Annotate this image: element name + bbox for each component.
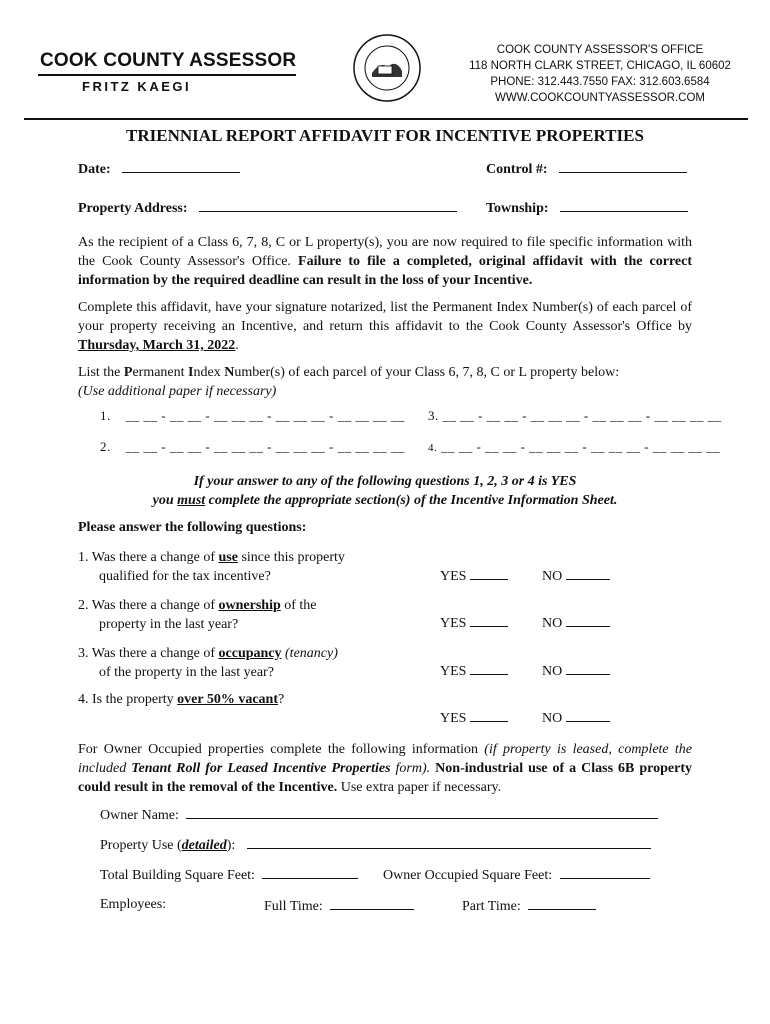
pin-mask[interactable]: __ __ - __ __ - __ __ __ - __ __ __ - __ __ __ __: [125, 408, 405, 423]
pin-mask[interactable]: __ __ - __ __ - __ __ __ - __ __ __ - __ __ __ __: [442, 408, 722, 423]
owner-text: For Owner Occupied properties complete the following information: [78, 742, 479, 757]
pin-number: 2.: [100, 439, 111, 454]
brand-subtitle: FRITZ KAEGI: [82, 79, 192, 94]
pin-text-d: umber(s) of each parcel of your Class 6, 7, 8, C or L property below:: [234, 365, 620, 380]
notice-line-1: If your answer to any of the following questions 1, 2, 3 or 4 is YES: [193, 474, 577, 489]
office-name: COOK COUNTY ASSESSOR'S OFFICE: [496, 44, 704, 56]
yes-label: YES: [440, 569, 467, 584]
total-square-feet-input[interactable]: [262, 866, 358, 879]
owner-note: (if property is leased, complete the included: [78, 742, 693, 776]
date-field: [78, 160, 240, 178]
form-title: TRIENNIAL REPORT AFFIDAVIT FOR INCENTIVE PROPERTIES: [126, 126, 644, 145]
township-field: [486, 199, 688, 217]
owner-occupied-square-feet-input[interactable]: [560, 866, 650, 879]
pin-mask[interactable]: __ __ - __ __ - __ __ __ - __ __ __ - __ __ __ __: [441, 439, 721, 454]
question-keyword: over 50% vacant: [177, 692, 278, 707]
property-use-label-end: ):: [226, 838, 236, 853]
question-number: 2.: [78, 598, 89, 613]
pin-number: 4.: [428, 442, 438, 454]
q4-no[interactable]: [542, 709, 610, 727]
question-keyword: ownership: [218, 598, 281, 613]
part-time-label: Part Time:: [462, 899, 521, 914]
no-label: NO: [542, 664, 563, 679]
deadline-date: Thursday, March 31, 2022: [78, 338, 236, 353]
q3-yes[interactable]: [440, 662, 508, 680]
pin-text-b: ermanent: [132, 365, 189, 380]
q1-no-blank[interactable]: [566, 567, 610, 580]
township-label: Township:: [486, 201, 549, 216]
question-keyword: occupancy: [218, 646, 282, 661]
office-website[interactable]: WWW.COOKCOUNTYASSESSOR.COM: [495, 92, 705, 104]
owner-note-end: form).: [395, 761, 431, 776]
pin-entry-3[interactable]: [428, 408, 722, 424]
question-4: [78, 690, 398, 709]
property-address-input[interactable]: [199, 199, 457, 212]
brand-name: COOK COUNTY ASSESSOR: [40, 50, 297, 71]
property-address-field: [78, 199, 457, 217]
question-line-2: qualified for the tax incentive?: [99, 569, 271, 584]
intro-paragraph-2: [78, 298, 692, 355]
notice-must: must: [177, 493, 206, 508]
question-keyword: use: [218, 550, 238, 565]
intro-paragraph-1: [78, 233, 692, 290]
notice-you: you: [152, 493, 178, 508]
pin-text-i: I: [188, 365, 194, 380]
office-info: [450, 42, 750, 106]
full-time-label: Full Time:: [264, 899, 323, 914]
instructions-text: Complete this affidavit, have your signature notarized, list the Permanent Index Number(s) of each parcel of your property receiving an Incentive, and return this affidavit to the Cook County Assessor's Office by: [78, 300, 692, 334]
q3-no[interactable]: [542, 662, 610, 680]
property-address-label: Property Address:: [78, 201, 188, 216]
date-label: Date:: [78, 162, 111, 177]
notice-rest: complete the appropriate section(s) of the Incentive Information Sheet.: [205, 493, 618, 508]
owner-name-input[interactable]: [186, 806, 658, 819]
extra-paper-note: Use extra paper if necessary.: [340, 780, 502, 795]
question-3: [78, 644, 398, 682]
q2-no-blank[interactable]: [566, 614, 610, 627]
period: .: [235, 338, 239, 353]
owner-name-label: Owner Name:: [100, 808, 179, 823]
pin-note: (Use additional paper if necessary): [78, 384, 277, 399]
q2-no[interactable]: [542, 614, 610, 632]
tenant-roll-form-name: Tenant Roll for Leased Incentive Properties: [131, 761, 391, 776]
question-2: [78, 596, 398, 634]
property-use-keyword: detailed: [181, 838, 227, 853]
question-line-2: property in the last year?: [99, 617, 239, 632]
questions-heading: Please answer the following questions:: [78, 520, 307, 535]
class-6b-warning: Non-industrial use of a Class 6B property could result in the removal of the Incentive.: [78, 761, 693, 795]
full-time-field: [264, 897, 414, 915]
q4-yes[interactable]: [440, 709, 508, 727]
question-number: 3.: [78, 646, 89, 661]
q1-yes-blank[interactable]: [470, 567, 508, 580]
yes-label: YES: [440, 664, 467, 679]
no-label: NO: [542, 711, 563, 726]
no-label: NO: [542, 569, 563, 584]
total-square-feet-label: Total Building Square Feet:: [100, 868, 255, 883]
pin-instructions: [78, 363, 692, 401]
pin-entry-2[interactable]: [100, 439, 405, 455]
township-input[interactable]: [560, 199, 688, 212]
header-divider: [24, 118, 748, 120]
question-text: Is the property: [92, 692, 178, 707]
pin-number: 1.: [100, 408, 111, 423]
q3-no-blank[interactable]: [566, 662, 610, 675]
pin-text-a: List the: [78, 365, 124, 380]
pin-entry-4[interactable]: [428, 439, 720, 455]
q1-yes[interactable]: [440, 567, 508, 585]
owner-occupied-square-feet-field: [383, 866, 650, 884]
q2-yes-blank[interactable]: [470, 614, 508, 627]
yes-label: YES: [440, 616, 467, 631]
full-time-input[interactable]: [330, 897, 414, 910]
question-number: 1.: [78, 550, 89, 565]
yes-label: YES: [440, 711, 467, 726]
question-text: Was there a change of: [91, 646, 219, 661]
question-text-end: since this property: [237, 550, 345, 565]
property-use-input[interactable]: [247, 836, 651, 849]
part-time-field: [462, 897, 596, 915]
q3-yes-blank[interactable]: [470, 662, 508, 675]
question-number: 4.: [78, 692, 89, 707]
question-text-end: of the: [280, 598, 317, 613]
question-note: (tenancy): [285, 646, 338, 661]
pin-instructions-line: [78, 363, 692, 382]
office-address: 118 NORTH CLARK STREET, CHICAGO, IL 60602: [469, 60, 731, 72]
question-text: Was there a change of: [91, 598, 219, 613]
question-text: Was there a change of: [91, 550, 219, 565]
owner-occupied-square-feet-label: Owner Occupied Square Feet:: [383, 868, 553, 883]
q2-yes[interactable]: [440, 614, 508, 632]
control-number-input[interactable]: [559, 160, 687, 173]
owner-occupied-paragraph: [78, 740, 692, 797]
control-label: Control #:: [486, 162, 548, 177]
no-label: NO: [542, 616, 563, 631]
property-use-field: [100, 836, 651, 854]
pin-number: 3.: [428, 408, 439, 423]
brand-rule: [38, 74, 296, 76]
pin-entry-1[interactable]: [100, 408, 405, 424]
q1-no[interactable]: [542, 567, 610, 585]
q4-yes-blank[interactable]: [470, 709, 508, 722]
yes-notice: [0, 472, 770, 510]
q4-no-blank[interactable]: [566, 709, 610, 722]
total-square-feet-field: [100, 866, 358, 884]
office-phone: PHONE: 312.443.7550 FAX: 312.603.6584: [490, 76, 710, 88]
part-time-input[interactable]: [528, 897, 596, 910]
notice-line-2: [0, 491, 770, 510]
question-text-end: ?: [278, 692, 285, 707]
date-input[interactable]: [122, 160, 240, 173]
intro-text: As the recipient of a Class 6, 7, 8, C or L property(s), you are now required to file specific information with the Cook County Assessor's Office.: [78, 235, 692, 269]
intro-warning: Failure to file a completed, original affidavit with the correct information by the required deadline can result in the loss of your Incentive.: [78, 254, 692, 288]
pin-mask[interactable]: __ __ - __ __ - __ __ __ - __ __ __ - __ __ __ __: [125, 439, 405, 454]
pin-text-c: ndex: [193, 365, 225, 380]
question-1: [78, 548, 398, 586]
question-line-2: of the property in the last year?: [99, 665, 274, 680]
employees-label: Employees:: [100, 897, 167, 912]
control-field: [486, 160, 687, 178]
county-seal-icon: [352, 33, 422, 103]
pin-text-p: P: [123, 365, 133, 380]
owner-name-field: [100, 806, 658, 824]
property-use-label: Property Use (: [100, 838, 182, 853]
pin-text-n: N: [224, 365, 235, 380]
